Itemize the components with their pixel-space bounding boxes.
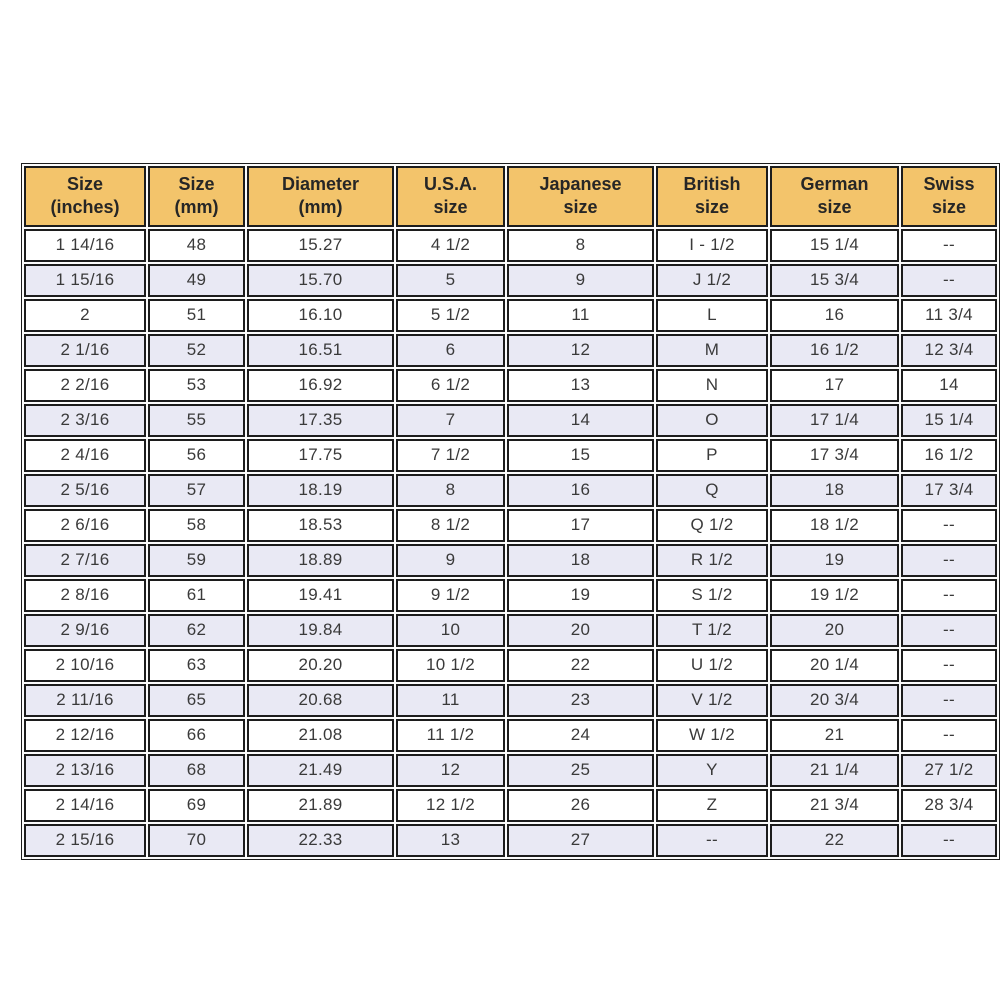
table-cell: 17 3/4 <box>901 474 997 507</box>
table-cell: 7 <box>396 404 505 437</box>
table-cell: 19 <box>770 544 899 577</box>
table-row <box>24 824 997 857</box>
table-cell: 21.49 <box>247 754 394 787</box>
header-line: size <box>817 197 852 218</box>
table-cell: W 1/2 <box>656 719 768 752</box>
table-cell: 10 <box>396 614 505 647</box>
table-cell: 2 13/16 <box>24 754 146 787</box>
table-cell: 58 <box>148 509 245 542</box>
table-cell: 5 <box>396 264 505 297</box>
table-cell: 25 <box>507 754 654 787</box>
header-line: (mm) <box>298 197 343 218</box>
table-row <box>24 229 997 262</box>
table-cell: J 1/2 <box>656 264 768 297</box>
header-line: Size <box>66 174 104 194</box>
table-cell: U 1/2 <box>656 649 768 682</box>
table-cell: 51 <box>148 299 245 332</box>
table-cell: V 1/2 <box>656 684 768 717</box>
table-cell: 2 9/16 <box>24 614 146 647</box>
size-chart-table <box>21 163 1000 860</box>
table-cell: 2 12/16 <box>24 719 146 752</box>
header-line: U.S.A. <box>423 174 477 194</box>
table-cell: 22.33 <box>247 824 394 857</box>
table-cell: 15 3/4 <box>770 264 899 297</box>
header-line: (inches) <box>50 197 120 218</box>
table-cell: 12 <box>396 754 505 787</box>
table-cell: 13 <box>507 369 654 402</box>
table-cell: Q 1/2 <box>656 509 768 542</box>
table-cell: 14 <box>507 404 654 437</box>
column-header-usa-size <box>396 166 505 227</box>
table-cell: 52 <box>148 334 245 367</box>
table-cell: 16 1/2 <box>770 334 899 367</box>
table-row <box>24 474 997 507</box>
table-cell: 55 <box>148 404 245 437</box>
table-cell: 2 8/16 <box>24 579 146 612</box>
table-cell: 16.92 <box>247 369 394 402</box>
header-line: British <box>683 174 741 194</box>
table-cell: 20.68 <box>247 684 394 717</box>
table-cell: 18 <box>770 474 899 507</box>
table-cell: -- <box>901 264 997 297</box>
table-cell: 16 1/2 <box>901 439 997 472</box>
table-cell: 53 <box>148 369 245 402</box>
table-cell: 21.89 <box>247 789 394 822</box>
table-row <box>24 719 997 752</box>
table-cell: 2 11/16 <box>24 684 146 717</box>
table-cell: 9 <box>507 264 654 297</box>
table-cell: T 1/2 <box>656 614 768 647</box>
header-line: size <box>694 197 730 218</box>
table-cell: 15.70 <box>247 264 394 297</box>
table-cell: Y <box>656 754 768 787</box>
table-cell: 11 <box>396 684 505 717</box>
table-cell: 63 <box>148 649 245 682</box>
table-cell: 12 3/4 <box>901 334 997 367</box>
table-cell: 8 <box>507 229 654 262</box>
header-line: size <box>931 197 967 218</box>
table-cell: -- <box>901 229 997 262</box>
table-cell: -- <box>901 649 997 682</box>
table-cell: 9 <box>396 544 505 577</box>
table-cell: 11 3/4 <box>901 299 997 332</box>
table-cell: 8 <box>396 474 505 507</box>
table-cell: 8 1/2 <box>396 509 505 542</box>
table-cell: -- <box>901 719 997 752</box>
table-cell: 21 3/4 <box>770 789 899 822</box>
table-cell: 17 <box>770 369 899 402</box>
table-cell: 15 <box>507 439 654 472</box>
table-cell: 13 <box>396 824 505 857</box>
table-row <box>24 754 997 787</box>
table-cell: O <box>656 404 768 437</box>
table-cell: 6 1/2 <box>396 369 505 402</box>
column-header-german-size <box>770 166 899 227</box>
table-cell: N <box>656 369 768 402</box>
table-cell: 65 <box>148 684 245 717</box>
table-cell: 9 1/2 <box>396 579 505 612</box>
table-cell: M <box>656 334 768 367</box>
table-cell: 2 15/16 <box>24 824 146 857</box>
table-cell: 18.89 <box>247 544 394 577</box>
table-cell: 2 2/16 <box>24 369 146 402</box>
table-cell: 19.41 <box>247 579 394 612</box>
header-line: size <box>433 197 468 218</box>
header-line: size <box>563 197 598 218</box>
table-cell: 19.84 <box>247 614 394 647</box>
table-cell: L <box>656 299 768 332</box>
table-cell: 17 <box>507 509 654 542</box>
table-cell: 2 <box>24 299 146 332</box>
table-cell: Z <box>656 789 768 822</box>
table-row <box>24 404 997 437</box>
table-cell: 12 <box>507 334 654 367</box>
table-cell: 48 <box>148 229 245 262</box>
table-cell: 49 <box>148 264 245 297</box>
table-cell: 18.19 <box>247 474 394 507</box>
table-cell: 10 1/2 <box>396 649 505 682</box>
table-row <box>24 299 997 332</box>
table-cell: -- <box>901 509 997 542</box>
table-cell: 6 <box>396 334 505 367</box>
table-row <box>24 264 997 297</box>
table-cell: 22 <box>770 824 899 857</box>
table-cell: 70 <box>148 824 245 857</box>
table-cell: 2 14/16 <box>24 789 146 822</box>
table-row <box>24 439 997 472</box>
table-cell: 61 <box>148 579 245 612</box>
table-cell: -- <box>901 614 997 647</box>
table-cell: 17 1/4 <box>770 404 899 437</box>
table-cell: 17.35 <box>247 404 394 437</box>
table-cell: 21.08 <box>247 719 394 752</box>
table-cell: 2 1/16 <box>24 334 146 367</box>
table-cell: 56 <box>148 439 245 472</box>
table-cell: 2 5/16 <box>24 474 146 507</box>
table-cell: -- <box>901 544 997 577</box>
header-line: Japanese <box>539 174 622 194</box>
table-body <box>24 229 997 857</box>
table-cell: 26 <box>507 789 654 822</box>
table-cell: 20 3/4 <box>770 684 899 717</box>
table-cell: 18 1/2 <box>770 509 899 542</box>
table-row <box>24 544 997 577</box>
table-cell: 2 10/16 <box>24 649 146 682</box>
header-line: (mm) <box>174 197 219 218</box>
table-cell: 57 <box>148 474 245 507</box>
table-cell: 11 1/2 <box>396 719 505 752</box>
table-cell: 19 1/2 <box>770 579 899 612</box>
table-cell: 18.53 <box>247 509 394 542</box>
table-cell: 11 <box>507 299 654 332</box>
table-cell: 20.20 <box>247 649 394 682</box>
table-cell: 2 4/16 <box>24 439 146 472</box>
table-row <box>24 649 997 682</box>
table-cell: 69 <box>148 789 245 822</box>
table-cell: 59 <box>148 544 245 577</box>
table-cell: 16.10 <box>247 299 394 332</box>
column-header-size-inches <box>24 166 146 227</box>
table-cell: 19 <box>507 579 654 612</box>
header-line: Size <box>178 174 215 194</box>
table-cell: Q <box>656 474 768 507</box>
column-header-size-mm <box>148 166 245 227</box>
header-line: German <box>800 174 869 194</box>
table-cell: 18 <box>507 544 654 577</box>
table-cell: I - 1/2 <box>656 229 768 262</box>
table-cell: 21 <box>770 719 899 752</box>
table-cell: -- <box>901 824 997 857</box>
table-cell: 27 <box>507 824 654 857</box>
table-cell: 4 1/2 <box>396 229 505 262</box>
table-cell: 14 <box>901 369 997 402</box>
table-cell: -- <box>901 579 997 612</box>
table-cell: 2 6/16 <box>24 509 146 542</box>
ring-size-conversion-table <box>21 163 1000 860</box>
table-row <box>24 614 997 647</box>
table-cell: 22 <box>507 649 654 682</box>
table-cell: 27 1/2 <box>901 754 997 787</box>
table-cell: 2 7/16 <box>24 544 146 577</box>
header-row <box>24 166 997 227</box>
table-cell: R 1/2 <box>656 544 768 577</box>
table-cell: 1 14/16 <box>24 229 146 262</box>
table-cell: 28 3/4 <box>901 789 997 822</box>
table-cell: 66 <box>148 719 245 752</box>
column-header-diameter-mm <box>247 166 394 227</box>
table-cell: 15.27 <box>247 229 394 262</box>
table-row <box>24 509 997 542</box>
table-cell: 15 1/4 <box>901 404 997 437</box>
table-row <box>24 334 997 367</box>
header-line: Diameter <box>281 174 360 194</box>
table-cell: 17.75 <box>247 439 394 472</box>
table-cell: P <box>656 439 768 472</box>
column-header-british-size <box>656 166 768 227</box>
table-cell: 17 3/4 <box>770 439 899 472</box>
table-row <box>24 579 997 612</box>
table-cell: 20 1/4 <box>770 649 899 682</box>
table-row <box>24 789 997 822</box>
table-cell: 16.51 <box>247 334 394 367</box>
table-cell: 20 <box>770 614 899 647</box>
table-cell: 5 1/2 <box>396 299 505 332</box>
table-cell: 7 1/2 <box>396 439 505 472</box>
table-row <box>24 684 997 717</box>
table-cell: 23 <box>507 684 654 717</box>
table-cell: 15 1/4 <box>770 229 899 262</box>
column-header-swiss-size <box>901 166 997 227</box>
table-cell: 24 <box>507 719 654 752</box>
table-cell: 1 15/16 <box>24 264 146 297</box>
table-cell: 12 1/2 <box>396 789 505 822</box>
table-cell: 2 3/16 <box>24 404 146 437</box>
table-cell: 16 <box>507 474 654 507</box>
table-cell: 68 <box>148 754 245 787</box>
table-header <box>24 166 997 227</box>
table-cell: -- <box>656 824 768 857</box>
table-cell: S 1/2 <box>656 579 768 612</box>
table-cell: 16 <box>770 299 899 332</box>
header-line: Swiss <box>923 174 975 194</box>
table-row <box>24 369 997 402</box>
table-cell: 21 1/4 <box>770 754 899 787</box>
table-cell: -- <box>901 684 997 717</box>
column-header-japanese-size <box>507 166 654 227</box>
table-cell: 62 <box>148 614 245 647</box>
table-cell: 20 <box>507 614 654 647</box>
